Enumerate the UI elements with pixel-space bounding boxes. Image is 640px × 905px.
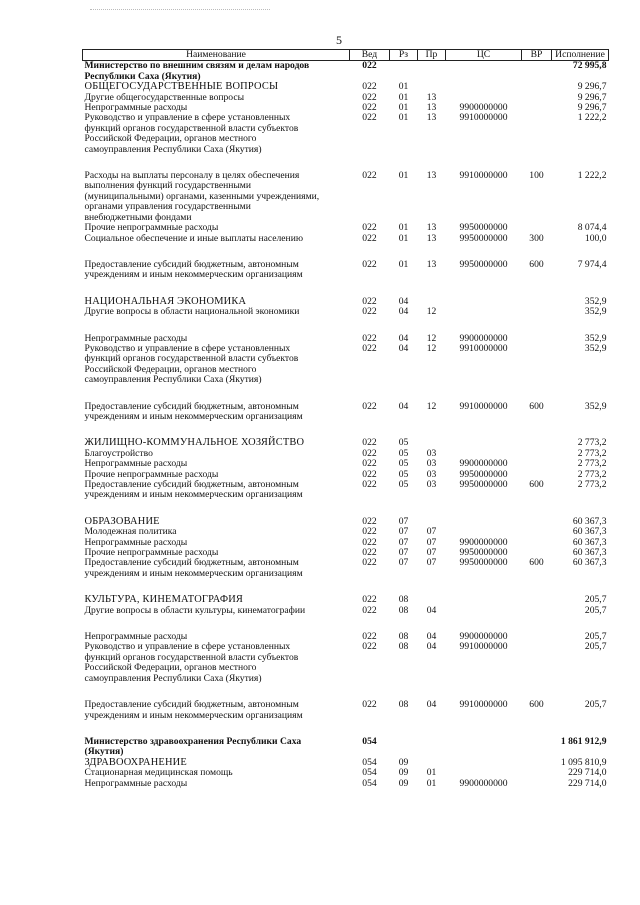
table-body [83, 61, 609, 789]
cell-name: Прочие непрограммные расходы [84, 468, 219, 480]
cell-vr: 600 [529, 400, 544, 412]
cell-execution: 1 861 912,9 [560, 735, 607, 747]
cell-ved: 022 [362, 91, 377, 103]
cell-execution: 229 714,0 [568, 777, 607, 789]
cell-name: Министерство по внешним связям и делам народов Республики Саха (Якутия) [84, 60, 310, 82]
cell-ved: 022 [362, 295, 377, 307]
table-row [83, 113, 609, 155]
table-row [83, 606, 609, 616]
table-row [83, 779, 609, 789]
cell-cs: 9900000000 [459, 102, 508, 114]
cell-execution: 2 773,2 [577, 437, 607, 449]
cell-name: Руководство и управление в сфере установленных функций органов государственной власти субъектов Российской Федерации, органов местного самоуправления Республики Саха (Якутия) [84, 112, 299, 155]
spacer-row [83, 318, 609, 334]
cell-rz: 08 [398, 631, 409, 643]
cell-vr [522, 779, 552, 789]
cell-pr [418, 737, 446, 758]
cell-cs: 9950000000 [459, 479, 508, 490]
cell-name: Предоставление субсидий бюджетным, автономным учреждениям и иным некоммерческим организациям [84, 699, 303, 721]
cell-pr: 04 [426, 631, 437, 643]
spacer-row [83, 244, 609, 260]
cell-ved: 022 [362, 342, 377, 354]
cell-rz: 04 [398, 342, 409, 354]
table-row [83, 234, 609, 244]
spacer-row [83, 422, 609, 438]
cell-name: Стационарная медицинская помощь [84, 767, 233, 779]
cell-cs: 9950000000 [459, 468, 508, 480]
page-number: 5 [336, 33, 342, 47]
table-row [83, 307, 609, 317]
cell-rz: 04 [398, 400, 409, 412]
cell-name: Непрограммные расходы [84, 332, 188, 344]
cell-name: Непрограммные расходы [84, 536, 188, 548]
cell-cs: 9950000000 [459, 222, 508, 234]
cell-pr: 13 [426, 91, 437, 103]
cell-vr [522, 758, 552, 768]
cell-vr: 600 [529, 699, 544, 711]
cell-pr: 12 [426, 332, 437, 344]
cell-cs: 9950000000 [459, 258, 508, 270]
header-pr: Пр [418, 50, 446, 61]
cell-vr [522, 768, 552, 778]
table-row [83, 171, 609, 223]
cell-name: Другие вопросы в области культуры, кинематографии [84, 604, 306, 616]
cell-ved: 022 [362, 557, 377, 569]
cell-ved: 022 [362, 112, 377, 124]
cell-execution: 205,7 [584, 641, 607, 653]
cell-execution: 100,0 [584, 232, 607, 244]
cell-cs [446, 606, 522, 616]
cell-vr [522, 459, 552, 469]
cell-pr: 07 [426, 547, 437, 559]
cell-rz: 05 [398, 458, 409, 470]
cell-cs: 9910000000 [459, 699, 508, 711]
cell-name: Непрограммные расходы [84, 631, 188, 643]
cell-pr: 01 [426, 777, 437, 789]
cell-execution: 352,9 [584, 306, 607, 318]
cell-name: Другие вопросы в области национальной экономики [84, 306, 300, 318]
cell-execution: 1 095 810,9 [560, 756, 607, 768]
cell-cs: 9900000000 [459, 332, 508, 344]
cell-ved: 022 [362, 594, 377, 606]
table-header-row [83, 50, 609, 61]
cell-ved: 022 [362, 699, 377, 711]
cell-cs [446, 595, 522, 605]
cell-ved: 022 [362, 458, 377, 470]
cell-rz [390, 61, 418, 82]
spacer-row [83, 684, 609, 700]
header-rz: Рз [390, 50, 418, 61]
table-row [83, 438, 609, 448]
cell-cs [446, 307, 522, 317]
spacer-cell [83, 579, 609, 595]
cell-name: КУЛЬТУРА, КИНЕМАТОГРАФИЯ [84, 594, 244, 606]
cell-pr: 03 [426, 458, 437, 470]
cell-name: Министерство здравоохранения Республики Саха (Якутия) [84, 735, 302, 758]
cell-name: Руководство и управление в сфере установленных функций органов государственной власти субъектов Российской Федерации, органов местного самоуправления Республики Саха (Якутия) [84, 641, 299, 684]
cell-vr [522, 297, 552, 307]
cell-rz: 01 [398, 102, 409, 114]
cell-ved: 022 [362, 536, 377, 548]
cell-cs: 9900000000 [459, 777, 508, 789]
cell-vr [522, 527, 552, 537]
cell-rz [390, 737, 418, 758]
cell-vr [522, 103, 552, 113]
cell-rz: 01 [398, 222, 409, 234]
cell-ved: 022 [362, 468, 377, 480]
cell-execution: 1 222,2 [577, 170, 607, 182]
cell-rz: 07 [398, 536, 409, 548]
cell-rz: 05 [398, 447, 409, 459]
cell-rz: 08 [398, 604, 409, 616]
cell-name: Предоставление субсидий бюджетным, автономным учреждениям и иным некоммерческим организациям [84, 479, 303, 501]
table-row [83, 700, 609, 721]
cell-cs: 9900000000 [459, 631, 508, 643]
cell-rz: 01 [398, 112, 409, 124]
cell-pr: 13 [426, 258, 437, 270]
cell-pr: 07 [426, 557, 437, 569]
cell-rz: 05 [398, 479, 409, 490]
cell-ved: 022 [362, 604, 377, 616]
cell-cs: 9900000000 [459, 536, 508, 548]
cell-vr [522, 61, 552, 82]
cell-name: ОБРАЗОВАНИЕ [84, 515, 160, 527]
cell-execution: 205,7 [584, 699, 607, 711]
cell-vr [522, 606, 552, 616]
cell-vr [522, 632, 552, 642]
cell-name: Непрограммные расходы [84, 102, 188, 114]
cell-rz: 08 [398, 594, 409, 606]
spacer-cell [83, 155, 609, 171]
cell-pr: 03 [426, 447, 437, 459]
cell-ved: 022 [362, 81, 377, 93]
cell-name: Прочие непрограммные расходы [84, 222, 219, 234]
cell-pr: 13 [426, 170, 437, 182]
table-row [83, 480, 609, 501]
cell-cs: 9910000000 [459, 342, 508, 354]
cell-execution: 2 773,2 [577, 468, 607, 480]
cell-vr [522, 538, 552, 548]
cell-rz: 05 [398, 468, 409, 480]
cell-name: Предоставление субсидий бюджетным, автономным учреждениям и иным некоммерческим организациям [84, 557, 303, 579]
cell-ved: 022 [362, 447, 377, 459]
cell-pr: 04 [426, 641, 437, 653]
cell-vr [522, 438, 552, 448]
cell-cs [446, 768, 522, 778]
cell-execution: 352,9 [584, 342, 607, 354]
cell-cs [446, 82, 522, 92]
spacer-row [83, 501, 609, 517]
cell-cs: 9910000000 [459, 400, 508, 412]
cell-execution: 60 367,3 [572, 557, 607, 569]
cell-name: Благоустройство [84, 447, 153, 459]
cell-cs [446, 737, 522, 758]
cell-cs [446, 438, 522, 448]
cell-vr [522, 449, 552, 459]
cell-execution: 2 773,2 [577, 458, 607, 470]
cell-pr: 12 [426, 306, 437, 318]
table-row [83, 737, 609, 758]
cell-name: ОБЩЕГОСУДАРСТВЕННЫЕ ВОПРОСЫ [84, 81, 279, 93]
table-row [83, 558, 609, 579]
header-artifact-line [90, 9, 270, 12]
cell-rz: 01 [398, 91, 409, 103]
table-row [83, 642, 609, 684]
cell-ved: 054 [362, 767, 377, 779]
cell-ved: 054 [362, 756, 377, 768]
spacer-cell [83, 318, 609, 334]
cell-rz: 07 [398, 557, 409, 569]
cell-pr: 13 [426, 232, 437, 244]
header-name: Наименование [83, 50, 350, 61]
cell-pr: 12 [426, 400, 437, 412]
cell-name: Руководство и управление в сфере установленных функций органов государственной власти субъектов Российской Федерации, органов местного самоуправления Республики Саха (Якутия) [84, 342, 299, 386]
header-vr: ВР [522, 50, 552, 61]
cell-name: НАЦИОНАЛЬНАЯ ЭКОНОМИКА [84, 295, 247, 307]
cell-pr: 03 [426, 479, 437, 490]
spacer-row [83, 281, 609, 297]
table-row [83, 402, 609, 423]
cell-cs: 9910000000 [459, 170, 508, 182]
cell-ved: 022 [362, 547, 377, 559]
cell-name: Расходы на выплаты персоналу в целях обеспечения выполнения функций государственными (муниципальными) органами, казенными учреждениями, органами управления государственными внебюджетными фондами [84, 170, 320, 223]
spacer-row [83, 386, 609, 402]
cell-execution: 8 074,4 [577, 222, 607, 234]
cell-ved: 022 [362, 102, 377, 114]
cell-rz: 01 [398, 232, 409, 244]
spacer-row [83, 616, 609, 632]
table-row [83, 260, 609, 281]
cell-vr [522, 82, 552, 92]
cell-ved: 022 [362, 306, 377, 318]
spacer-row [83, 155, 609, 171]
cell-vr: 600 [529, 479, 544, 490]
cell-execution: 205,7 [584, 604, 607, 616]
table-row [83, 61, 609, 82]
cell-rz: 04 [398, 332, 409, 344]
cell-cs [446, 758, 522, 768]
cell-name: ЗДРАВООХРАНЕНИЕ [84, 756, 187, 768]
cell-ved: 022 [362, 332, 377, 344]
cell-rz: 09 [398, 767, 409, 779]
cell-rz: 05 [398, 437, 409, 449]
spacer-cell [83, 281, 609, 297]
cell-name: Непрограммные расходы [84, 777, 188, 789]
cell-name: Молодежная политика [84, 526, 177, 538]
cell-rz: 07 [398, 515, 409, 527]
cell-rz: 08 [398, 699, 409, 711]
cell-vr [522, 223, 552, 233]
cell-execution: 60 367,3 [572, 547, 607, 559]
cell-name: Предоставление субсидий бюджетным, автономным учреждениям и иным некоммерческим организациям [84, 400, 303, 422]
cell-pr: 03 [426, 468, 437, 480]
cell-rz: 07 [398, 526, 409, 538]
cell-execution: 205,7 [584, 631, 607, 643]
cell-rz: 08 [398, 641, 409, 653]
cell-ved: 022 [362, 222, 377, 234]
cell-pr: 01 [426, 767, 437, 779]
cell-ved: 022 [362, 232, 377, 244]
cell-cs: 9910000000 [459, 112, 508, 124]
cell-cs: 9950000000 [459, 557, 508, 569]
cell-pr: 07 [426, 536, 437, 548]
cell-ved: 022 [362, 258, 377, 270]
cell-execution: 352,9 [584, 400, 607, 412]
cell-rz: 04 [398, 306, 409, 318]
cell-ved: 022 [362, 526, 377, 538]
cell-vr: 600 [529, 557, 544, 569]
cell-name: ЖИЛИЩНО-КОММУНАЛЬНОЕ ХОЗЯЙСТВО [84, 437, 305, 449]
cell-pr: 07 [426, 526, 437, 538]
cell-pr: 13 [426, 102, 437, 114]
cell-cs: 9950000000 [459, 232, 508, 244]
cell-vr [522, 517, 552, 527]
cell-pr: 04 [426, 604, 437, 616]
cell-pr: 04 [426, 699, 437, 711]
spacer-cell [83, 684, 609, 700]
cell-cs: 9900000000 [459, 458, 508, 470]
cell-vr [522, 737, 552, 758]
cell-execution: 229 714,0 [568, 767, 607, 779]
cell-execution: 352,9 [584, 332, 607, 344]
cell-ved: 022 [362, 641, 377, 653]
cell-execution: 205,7 [584, 594, 607, 606]
cell-cs: 9910000000 [459, 641, 508, 653]
cell-rz: 09 [398, 756, 409, 768]
cell-vr: 600 [529, 258, 544, 270]
cell-execution: 60 367,3 [572, 526, 607, 538]
cell-rz: 01 [398, 258, 409, 270]
cell-ved: 022 [362, 479, 377, 490]
spacer-cell [83, 422, 609, 438]
table-row [83, 768, 609, 778]
cell-execution: 9 296,7 [577, 81, 607, 93]
cell-name: Предоставление субсидий бюджетным, автономным учреждениям и иным некоммерческим организациям [84, 258, 303, 281]
cell-execution: 9 296,7 [577, 102, 607, 114]
cell-execution: 352,9 [584, 295, 607, 307]
cell-ved: 022 [362, 400, 377, 412]
table-row [83, 344, 609, 386]
cell-vr: 300 [529, 232, 544, 244]
spacer-cell [83, 244, 609, 260]
cell-rz: 01 [398, 170, 409, 182]
spacer-row [83, 579, 609, 595]
cell-cs: 9950000000 [459, 547, 508, 559]
cell-rz: 04 [398, 295, 409, 307]
budget-table [82, 49, 609, 789]
cell-name: Другие общегосударственные вопросы [84, 91, 245, 103]
cell-name: Социальное обеспечение и иные выплаты населению [84, 232, 303, 244]
spacer-row [83, 721, 609, 737]
cell-execution: 72 995,8 [572, 60, 607, 72]
cell-vr [522, 334, 552, 344]
header-execution: Исполнение [552, 50, 609, 61]
cell-vr: 100 [529, 170, 544, 182]
cell-vr [522, 113, 552, 155]
cell-pr: 13 [426, 112, 437, 124]
cell-execution: 9 296,7 [577, 91, 607, 103]
cell-ved: 022 [362, 60, 377, 72]
cell-execution: 60 367,3 [572, 536, 607, 548]
spacer-cell [83, 616, 609, 632]
spacer-cell [83, 386, 609, 402]
cell-rz: 09 [398, 777, 409, 789]
cell-ved: 022 [362, 170, 377, 182]
cell-pr: 12 [426, 342, 437, 354]
cell-vr [522, 595, 552, 605]
cell-rz: 01 [398, 81, 409, 93]
header-ved: Вед [350, 50, 390, 61]
cell-execution: 7 974,4 [577, 258, 607, 270]
cell-vr [522, 642, 552, 684]
cell-name: Прочие непрограммные расходы [84, 547, 219, 559]
cell-execution: 1 222,2 [577, 112, 607, 124]
cell-ved: 022 [362, 515, 377, 527]
cell-cs [446, 517, 522, 527]
cell-execution: 2 773,2 [577, 447, 607, 459]
table-row [83, 223, 609, 233]
spacer-cell [83, 501, 609, 517]
cell-ved: 054 [362, 777, 377, 789]
cell-ved: 022 [362, 631, 377, 643]
cell-pr: 13 [426, 222, 437, 234]
cell-vr [522, 344, 552, 386]
cell-vr [522, 93, 552, 103]
cell-vr [522, 307, 552, 317]
cell-execution: 60 367,3 [572, 515, 607, 527]
cell-execution: 2 773,2 [577, 479, 607, 490]
cell-cs [446, 61, 522, 82]
cell-rz: 07 [398, 547, 409, 559]
spacer-cell [83, 721, 609, 737]
cell-ved: 054 [362, 735, 377, 747]
cell-name: Непрограммные расходы [84, 458, 188, 470]
header-cs: ЦС [446, 50, 522, 61]
cell-cs [446, 297, 522, 307]
cell-pr [418, 61, 446, 82]
cell-ved: 022 [362, 437, 377, 449]
